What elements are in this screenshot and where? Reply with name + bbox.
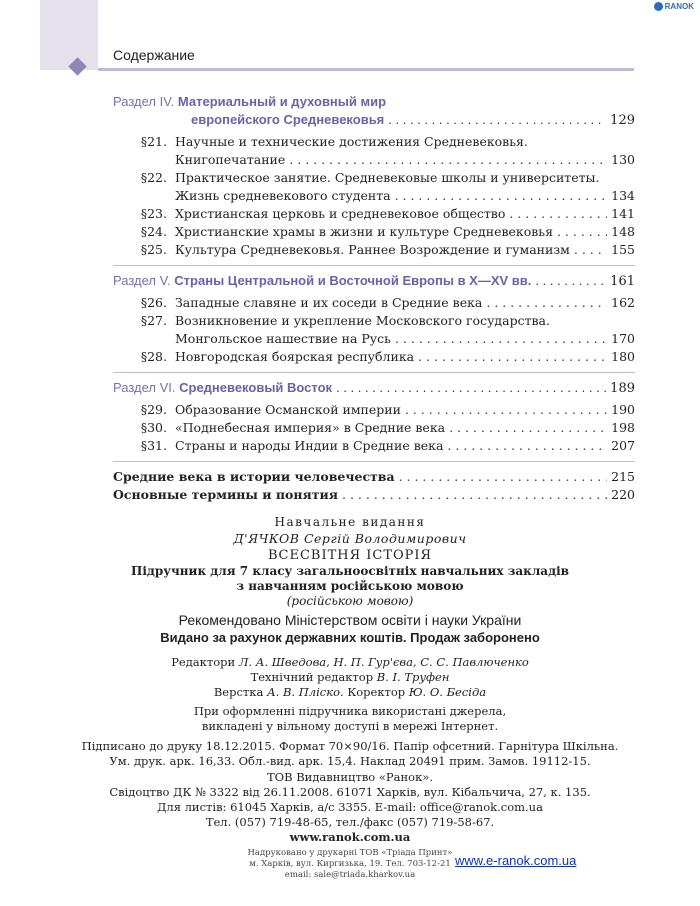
toc-page: 134 xyxy=(611,188,635,203)
header-rule xyxy=(98,68,634,71)
print-info: Підписано до друку 18.12.2015. Формат 70×90/16. Папір офсетний. Гарнітура Шкільна. xyxy=(81,739,619,753)
toc-page: 180 xyxy=(611,349,635,364)
toc-item-27-line2[interactable]: Монгольское нашествие на Русь . . . 170 xyxy=(113,330,635,348)
toc-page: 207 xyxy=(611,438,635,453)
page-title: Содержание xyxy=(113,47,195,63)
printer-email: email: sale@triada.kharkov.ua xyxy=(284,870,416,880)
toc-item-21-line2[interactable]: Книгопечатание . . . 130 xyxy=(113,151,635,169)
header-side-bar xyxy=(40,0,98,70)
toc-item-29[interactable]: §29. Образование Османской империи . . . 190 xyxy=(113,401,635,419)
toc-item-28[interactable]: §28. Новгородская боярская республика . . . 180 xyxy=(113,348,635,366)
toc-page: 189 xyxy=(610,381,635,396)
toc-page: 129 xyxy=(610,113,635,128)
toc-item-23[interactable]: §23. Христианская церковь и средневековое общество . . . 141 xyxy=(113,205,635,223)
toc-page: 148 xyxy=(611,224,635,239)
toc-item-25[interactable]: §25. Культура Средневековья. Раннее Возрождение и гуманизм . . . 155 xyxy=(113,241,635,259)
mail-address: Для листів: 61045 Харків, а/с 3355. E-mail: office@ranok.com.ua xyxy=(157,800,543,814)
toc-item-30[interactable]: §30. «Поднебесная империя» в Средние века . . . 198 xyxy=(113,419,635,437)
toc-item-22-line2[interactable]: Жизнь средневекового студента . . . 134 xyxy=(113,187,635,205)
layout-line: Верстка А. В. Пліско. Коректор Ю. О. Бесіда xyxy=(213,685,487,699)
sources-note-2: викладені у вільному доступі в мережі Інтернет. xyxy=(201,719,499,733)
toc-page: 170 xyxy=(611,331,635,346)
toc-item-26[interactable]: §26. Западные славяне и их соседи в Средние века . . . 162 xyxy=(113,294,635,312)
divider xyxy=(113,372,635,373)
author-name: Д'ЯЧКОВ Сергій Володимирович xyxy=(233,531,467,546)
toc-page: 220 xyxy=(611,487,635,502)
book-subtitle-2: з навчанням російською мовою xyxy=(236,579,464,593)
table-of-contents xyxy=(113,93,635,504)
toc-section-6[interactable]: Раздел VI. Средневековый Восток . . . 189 xyxy=(113,379,635,398)
toc-section-5[interactable]: Раздел V. Страны Центральной и Восточной Европы в X—XV вв. . . . 161 xyxy=(113,272,635,291)
toc-page: 161 xyxy=(610,274,635,289)
toc-page: 130 xyxy=(611,152,635,167)
toc-page: 162 xyxy=(611,295,635,310)
divider xyxy=(113,265,635,266)
editors-line: Редактори Л. А. Шведова, Н. П. Гур'єва, С. С. Павлюченко xyxy=(171,655,529,669)
toc-section-4-line2[interactable]: европейского Средневековья . . . 129 xyxy=(113,111,635,130)
toc-item-31[interactable]: §31. Страны и народы Индии в Средние века . . . 207 xyxy=(113,437,635,455)
toc-item-24[interactable]: §24. Христианские храмы в жизни и культуре Средневековья . . . 148 xyxy=(113,223,635,241)
print-info-2: Ум. друк. арк. 16,33. Обл.-вид. арк. 15,4. Наклад 20491 прим. Замов. 19112-15. xyxy=(109,754,591,768)
toc-page: 155 xyxy=(611,242,635,257)
tech-editor-line: Технічний редактор В. І. Труфен xyxy=(250,670,450,684)
book-language: (російською мовою) xyxy=(286,594,414,608)
publisher-name: ТОВ Видавництво «Ранок». xyxy=(267,770,433,784)
toc-item-21[interactable]: §21. Научные и технические достижения Средневековья. xyxy=(140,134,528,149)
book-subtitle: Підручник для 7 класу загальноосвітніх навчальних закладів xyxy=(131,564,569,578)
toc-page: 215 xyxy=(611,469,635,484)
logo-icon xyxy=(654,2,663,11)
toc-item-terms[interactable]: Основные термины и понятия . . . 220 xyxy=(113,486,635,504)
book-title: ВСЕСВІТНЯ ІСТОРІЯ xyxy=(267,548,433,563)
publisher-site: www.ranok.com.ua xyxy=(289,830,411,844)
printer-info: Надруковано у друкарні ТОВ «Тріада Принт» xyxy=(247,848,453,858)
sources-note: При оформленні підручника використані джерела, xyxy=(193,704,507,718)
toc-item-22[interactable]: §22. Практическое занятие. Средневековые школы и университеты. xyxy=(140,170,600,185)
certificate: Свідоцтво ДК № 3322 від 26.11.2008. 61071 Харків, вул. Кібальчича, 27, к. 135. xyxy=(109,785,591,799)
toc-item-history[interactable]: Средние века в истории человечества . . . 215 xyxy=(113,468,635,486)
toc-page: 198 xyxy=(611,420,635,435)
toc-page: 141 xyxy=(611,206,635,221)
publisher-logo: RANOK xyxy=(654,2,694,11)
printer-info-2: м. Харків, вул. Киргизька, 19. Тел. 703-12-21 xyxy=(249,859,451,869)
toc-item-27[interactable]: §27. Возникновение и укрепление Московского государства. xyxy=(140,313,550,328)
publication-note: Видано за рахунок державних коштів. Продаж заборонено xyxy=(160,630,540,645)
toc-section-4[interactable]: Раздел IV. Материальный и духовный мир xyxy=(113,94,387,109)
edition-label: Навчальне видання xyxy=(274,515,426,529)
phone: Тел. (057) 719-48-65, тел./факс (057) 719-58-67. xyxy=(205,815,495,829)
recommendation: Рекомендовано Міністерством освіти і науки України xyxy=(178,612,522,628)
toc-page: 190 xyxy=(611,402,635,417)
divider xyxy=(113,461,635,462)
e-ranok-link[interactable]: www.e-ranok.com.ua xyxy=(455,853,577,868)
